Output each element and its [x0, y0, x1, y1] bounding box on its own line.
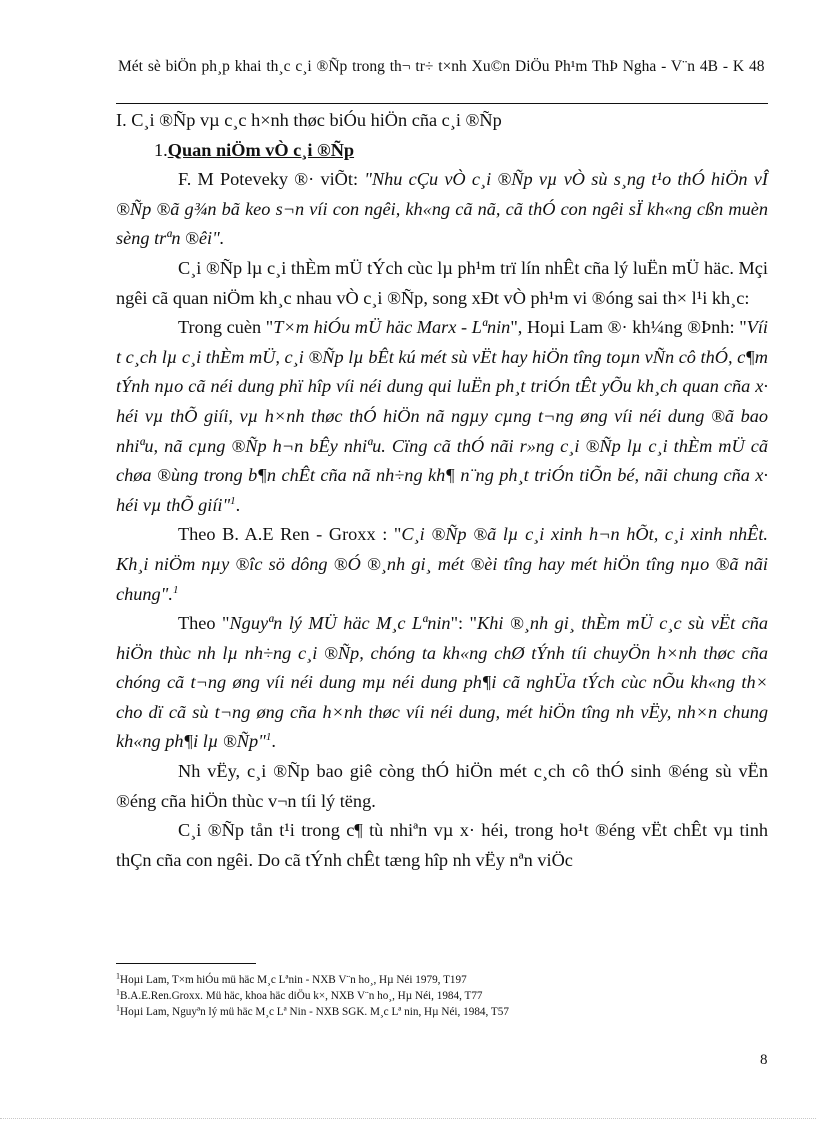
footnote-mark: 1: [116, 1003, 120, 1013]
paragraph-2-text: C¸i ®Ñp lµ c¸i thÈm mÜ tÝch cùc lµ ph¹m trï lín nhÊt cña lý luËn mÜ häc. Mçi ngêi cã quan niÖm kh¸c nhau vÒ c¸i ®Ñp, song xÐt vÒ ph¹m vi ®óng sai th× l¹i kh¸c:: [116, 257, 768, 308]
paragraph-3: [116, 313, 768, 520]
paragraph-4-quote: C¸i ®Ñp ®ã lµ c¸i xinh h¬n hÕt, c¸i xinh nhÊt. Kh¸i niÖm nµy ®îc sö dông ®Ó ®¸nh gi¸ mét ®èi tîng hay mét hiÖn tîng nµo ®ã nãi chung".: [116, 524, 768, 604]
paragraph-2: [116, 254, 768, 313]
paragraph-6: [116, 757, 768, 816]
footnote-text: B.A.E.Ren.Groxx. Mü häc, khoa häc diÖu k×, NXB V¨n ho¸, Hµ Néi, 1984, T77: [120, 990, 483, 1002]
footnote-text: Hoµi Lam, Nguyªn lý mü häc M¸c Lª Nin - NXB SGK. M¸c Lª nin, Hµ Néi, 1984, T57: [120, 1006, 509, 1018]
paragraph-5-mid: ": ": [450, 613, 478, 634]
footnote-ref[interactable]: 1: [265, 731, 272, 744]
footnote-3: [116, 1004, 768, 1020]
footnotes: [116, 972, 768, 1020]
paragraph-3-lead: Trong cuèn ": [178, 317, 274, 338]
book-title: T×m hiÓu mÜ häc Marx - Lªnin: [273, 317, 511, 338]
header-rule: [116, 103, 768, 104]
paragraph-5-quote: Khi ®¸nh gi¸ thÈm mÜ c¸c sù vËt cña hiÖn thùc nh lµ nh÷ng c¸i ®Ñp, chóng ta kh«ng chØ tÝnh tíi chuyÖn h×nh thøc cña chóng cã t¬ng øng víi néi dung mµ néi dung ph¶i cã nghÜa tÝch cùc nÕu kh«ng th× cho dï cã sù t¬ng øng cña h×nh thøc víi néi dung, mét hiÖn tîng nh vËy, nh×n chung kh«ng ph¶i lµ ®Ñp": [116, 613, 768, 752]
paragraph-4-lead: Theo B. A.E Ren - Groxx : ": [178, 524, 402, 545]
paragraph-3-quote: Víi t c¸ch lµ c¸i thÈm mÜ, c¸i ®Ñp lµ bÊt kú mét sù vËt hay hiÖn tîng toµn vÑn cô thÓ, c¶m tÝnh nµo cã néi dung phï hîp víi néi dung qui luËn ph¸t triÓn tÊt yÕu kh¸ch quan cña x· héi vµ thÕ giíi, vµ h×nh thøc thÓ hiÖn nã ngµy cµng t¬ng øng víi néi dung ®ã bao nhiªu, nã cµng ®Ñp h¬n bÊy nhiªu. Cïng cã thÓ nãi r»ng c¸i ®Ñp lµ c¸i thÈm mÜ cã chøa ®ùng trong b¶n chÊt cña nã nh÷ng kh¶ n¨ng ph¸t triÓn tiÕn bé, nãi chung cña x· héi vµ thÕ giíi": [116, 317, 768, 515]
paragraph-3-mid: ", Hoµi Lam ®· kh¼ng ®Þnh: ": [510, 317, 747, 338]
footnote-ref[interactable]: 1: [230, 494, 236, 507]
paragraph-5-lead: Theo ": [178, 613, 230, 634]
subsection-heading: [116, 136, 768, 166]
paragraph-7: [116, 816, 768, 875]
book-title: Nguyªn lý MÜ häc M¸c Lªnin: [229, 613, 451, 634]
subsection-title: Quan niÖm vÒ c¸i ®Ñp: [167, 139, 355, 160]
running-header: Mét sè biÖn ph¸p khai th¸c c¸i ®Ñp trong th¬ tr÷ t×nh Xu©n DiÖu Ph¹m ThÞ Ngha - V¨n 4B - K 48: [118, 58, 765, 75]
footnote-2: [116, 988, 768, 1004]
paragraph-1-quote: "Nhu cÇu vÒ c¸i ®Ñp vµ vÒ sù s¸ng t¹o thÓ hiÖn vÎ ®Ñp ®ã g¾n bã keo s¬n víi con ngêi, kh«ng cã nã, cã thÓ con ngêi sÏ kh«ng cßn muèn sèng trªn ®êi".: [116, 169, 768, 249]
footnote-mark: 1: [116, 987, 120, 997]
document-body: [116, 106, 768, 875]
paragraph-5-end: .: [271, 731, 276, 752]
paragraph-6-text: Nh vËy, c¸i ®Ñp bao giê còng thÓ hiÖn mét c¸ch cô thÓ sinh ®éng sù vËn ®éng cña hiÖn thùc v¬n tíi lý tëng.: [116, 761, 768, 811]
paragraph-7-text: C¸i ®Ñp tån t¹i trong c¶ tù nhiªn vµ x· héi, trong ho¹t ®éng vËt chÊt vµ tinh thÇn cña con ngêi. Do cã tÝnh chÊt tæng hîp nh vËy nªn viÖc: [116, 820, 768, 870]
footnote-text: Hoµi Lam, T×m hiÓu mü häc M¸c Lªnin - NXB V¨n ho¸, Hµ Néi 1979, T197: [120, 974, 467, 986]
footnote-1: [116, 972, 768, 988]
footnote-mark: 1: [116, 971, 120, 981]
footnote-ref[interactable]: 1: [172, 583, 179, 596]
section-heading: I. C¸i ®Ñp vµ c¸c h×nh thøc biÓu hiÖn cña c¸i ®Ñp: [116, 110, 502, 130]
paragraph-4: [116, 520, 768, 609]
page-bottom-border: [0, 1118, 816, 1119]
paragraph-1-lead: F. M Poteveky ®· viÕt:: [178, 169, 365, 190]
subsection-number: 1.: [154, 139, 168, 160]
paragraph-1: [116, 165, 768, 254]
footnote-rule: [116, 963, 256, 964]
paragraph-5: [116, 609, 768, 757]
page-number: 8: [760, 1052, 768, 1068]
paragraph-3-end: .: [235, 494, 241, 515]
